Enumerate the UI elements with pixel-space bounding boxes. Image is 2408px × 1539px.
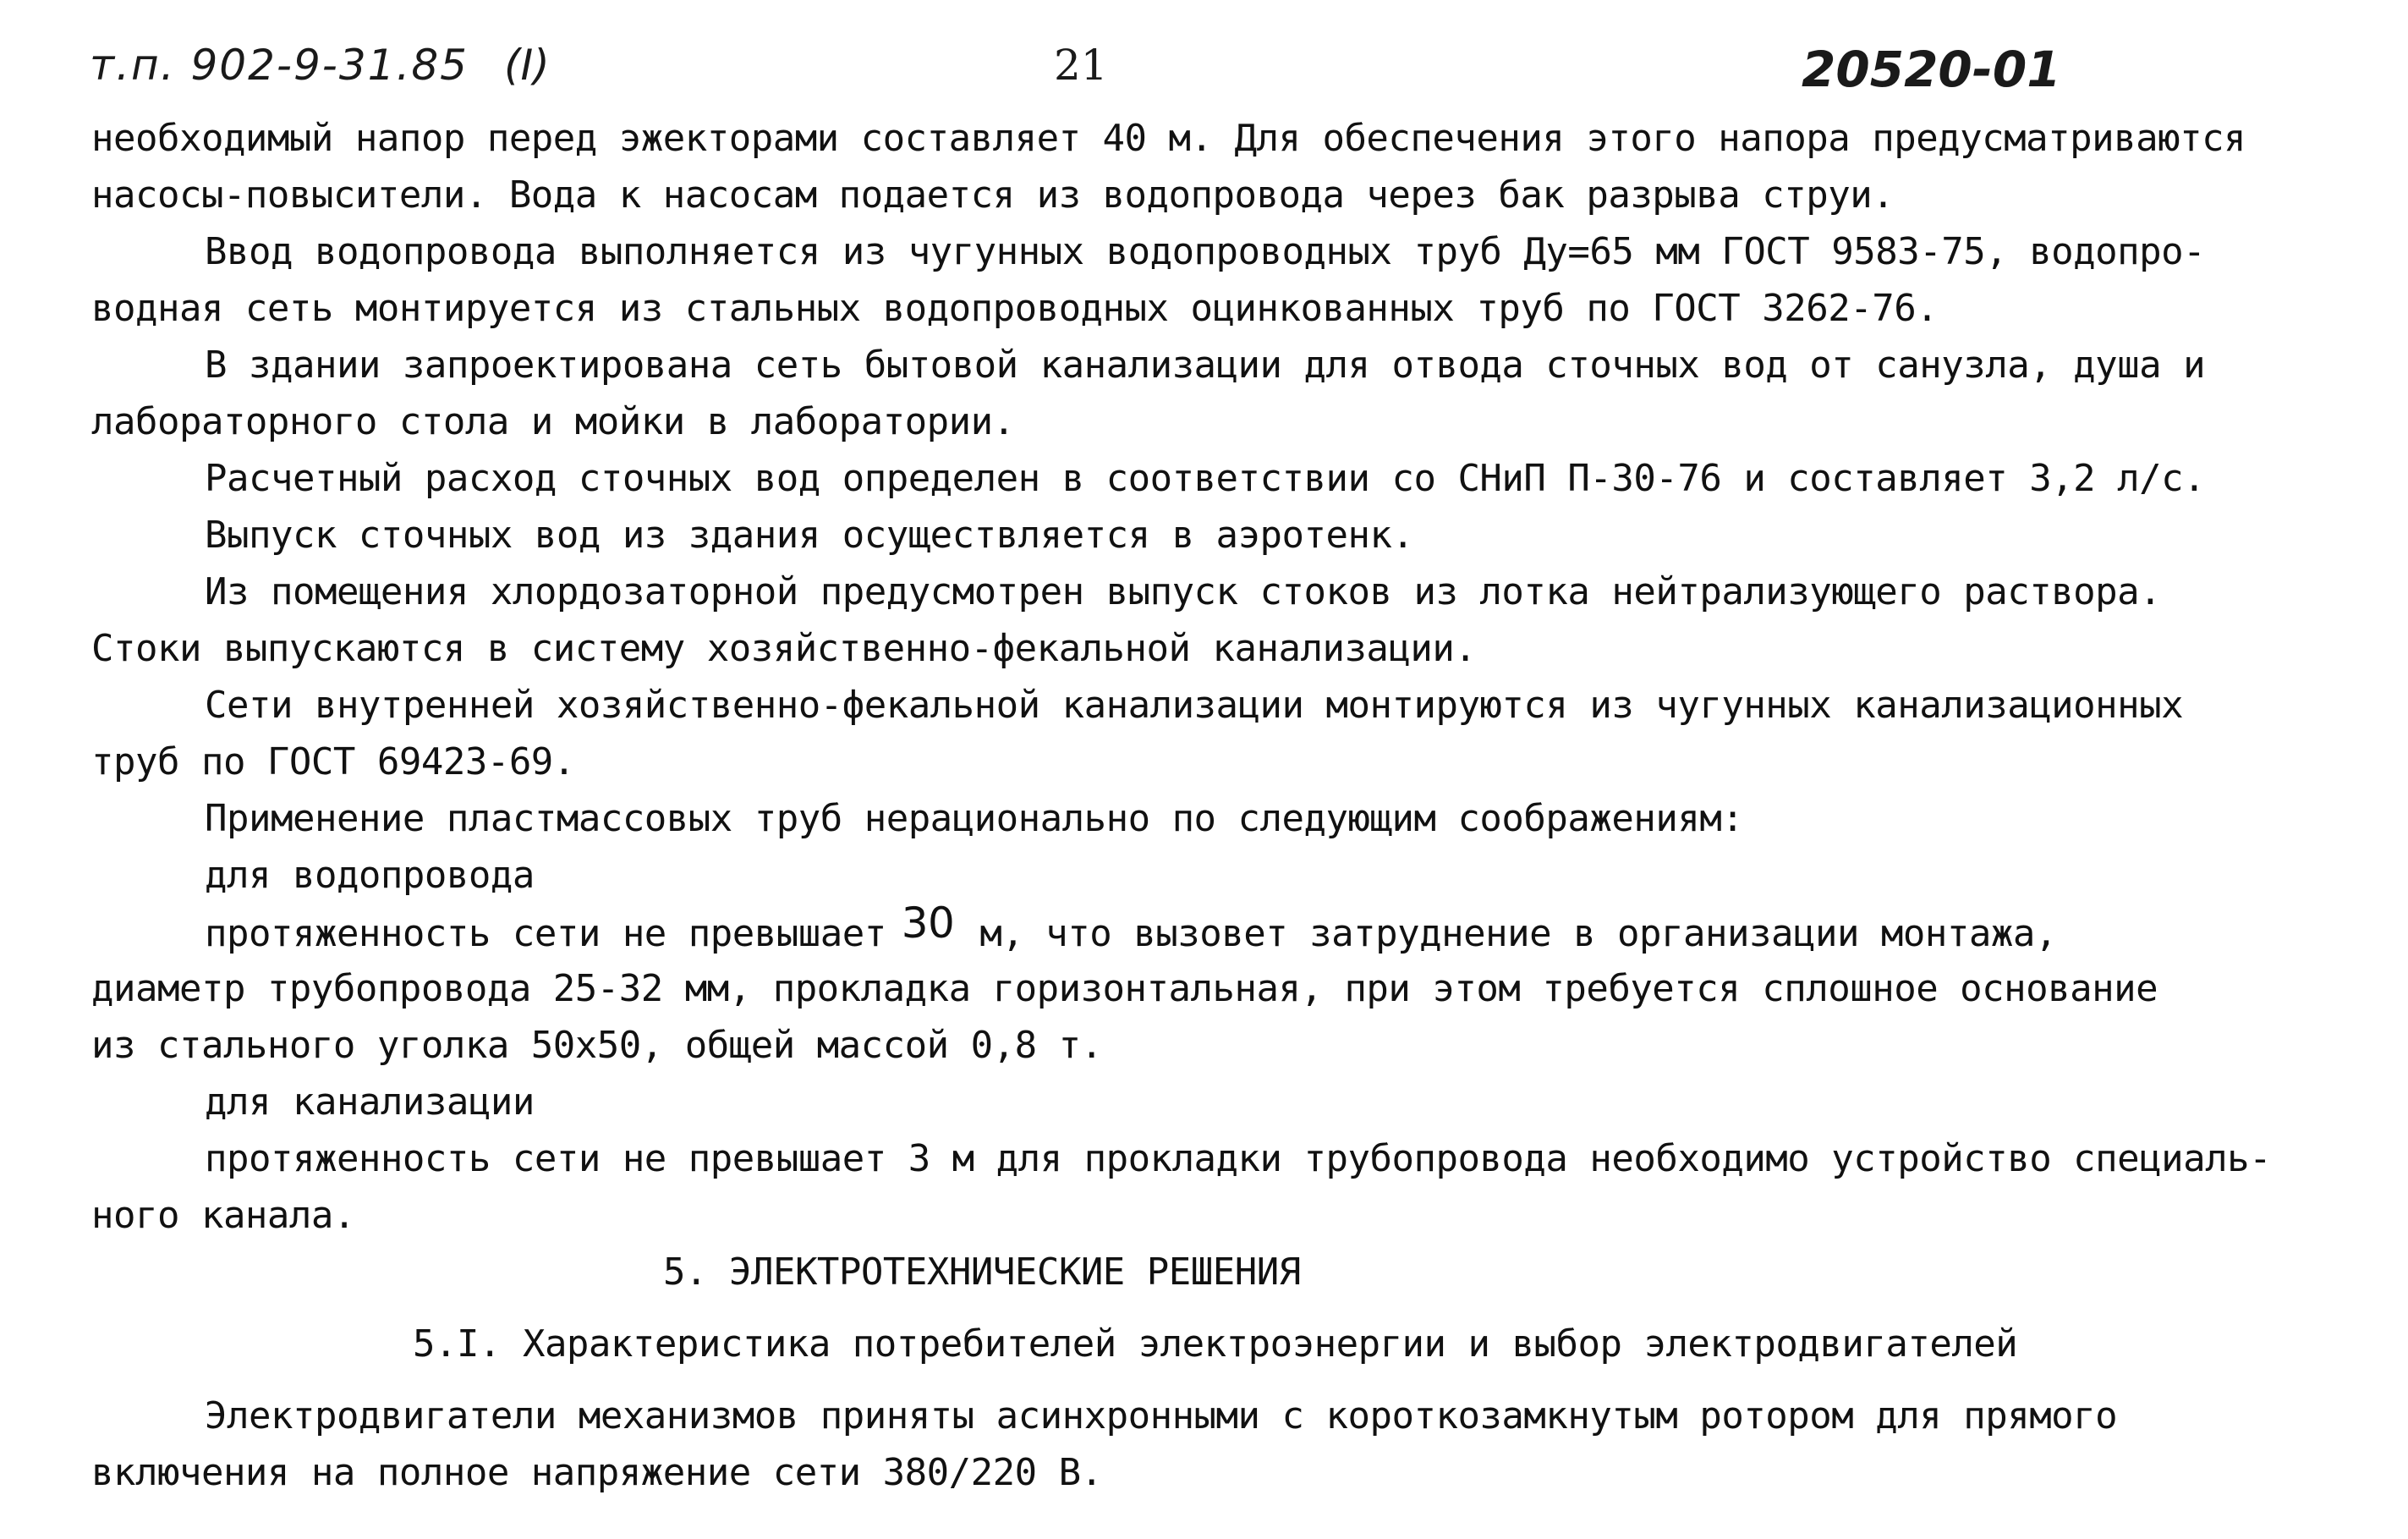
text-segment: протяженность сети не превышает [205,912,886,955]
text-line-with-handwritten-value [91,904,2358,960]
handwritten-length-value: 30 [901,904,955,948]
text-line: Применение пластмассовых труб нерационально по следующим соображениям: [205,797,1744,840]
archive-number: 20520-01 [1802,41,2061,98]
text-line: протяженность сети не превышает 3 м для прокладки трубопровода необходимо устройство специаль- [205,1137,2272,1180]
text-line: Расчетный расход сточных вод определен в соответствии со СНиП П-30-76 и составляет 3,2 л/с. [205,457,2206,500]
text-line: Электродвигатели механизмов приняты асинхронными с короткозамкнутым ротором для прямого [205,1394,2118,1437]
text-line: для водопровода [205,854,535,897]
text-line: водная сеть монтируется из стальных водопроводных оцинкованных труб по ГОСТ 3262-76. [91,287,1939,330]
text-line: необходимый напор перед эжекторами составляет 40 м. Для обеспечения этого напора предусматриваются [91,117,2246,160]
text-line: для канализации [205,1080,535,1124]
text-line: ного канала. [91,1194,355,1237]
text-line: Из помещения хлордозаторной предусмотрен выпуск стоков из лотка нейтрализующего раствора. [205,570,2162,613]
text-line: лабораторного стола и мойки в лаборатории. [91,400,1015,443]
text-line: Стоки выпускаются в систему хозяйственно-фекальной канализации. [91,627,1477,670]
text-line: из стального уголка 50х50, общей массой 0,8 т. [91,1024,1103,1067]
page-number: 21 [1054,41,1108,90]
text-line: диаметр трубопровода 25-32 мм, прокладка горизонтальная, при этом требуется сплошное основание [91,967,2158,1010]
text-line: Ввод водопровода выполняется из чугунных водопроводных труб Ду=65 мм ГОСТ 9583-75, водопро- [205,230,2206,273]
text-line: насосы-повысители. Вода к насосам подается из водопровода через бак разрыва струи. [91,173,1895,217]
subsection-heading: 5.I. Характеристика потребителей электроэнергии и выбор электродвигателей [413,1322,2018,1366]
text-line: включения на полное напряжение сети 380/220 В. [91,1451,1103,1494]
text-segment: м, что вызовет затруднение в организации монтажа, [979,912,2057,955]
text-line: труб по ГОСТ 69423-69. [91,740,575,783]
text-line: В здании запроектирована сеть бытовой канализации для отвода сточных вод от санузла, душа и [205,344,2206,387]
text-line: Сети внутренней хозяйственно-фекальной канализации монтируются из чугунных канализационных [205,684,2184,727]
text-line: Выпуск сточных вод из здания осуществляется в аэротенк. [205,514,1414,557]
part-number: (I) [504,41,550,90]
document-code: т.п. 902-9-31.85 [90,41,469,90]
section-heading: 5. ЭЛЕКТРОТЕХНИЧЕСКИЕ РЕШЕНИЯ [663,1250,1301,1294]
document-body [91,110,2358,1501]
